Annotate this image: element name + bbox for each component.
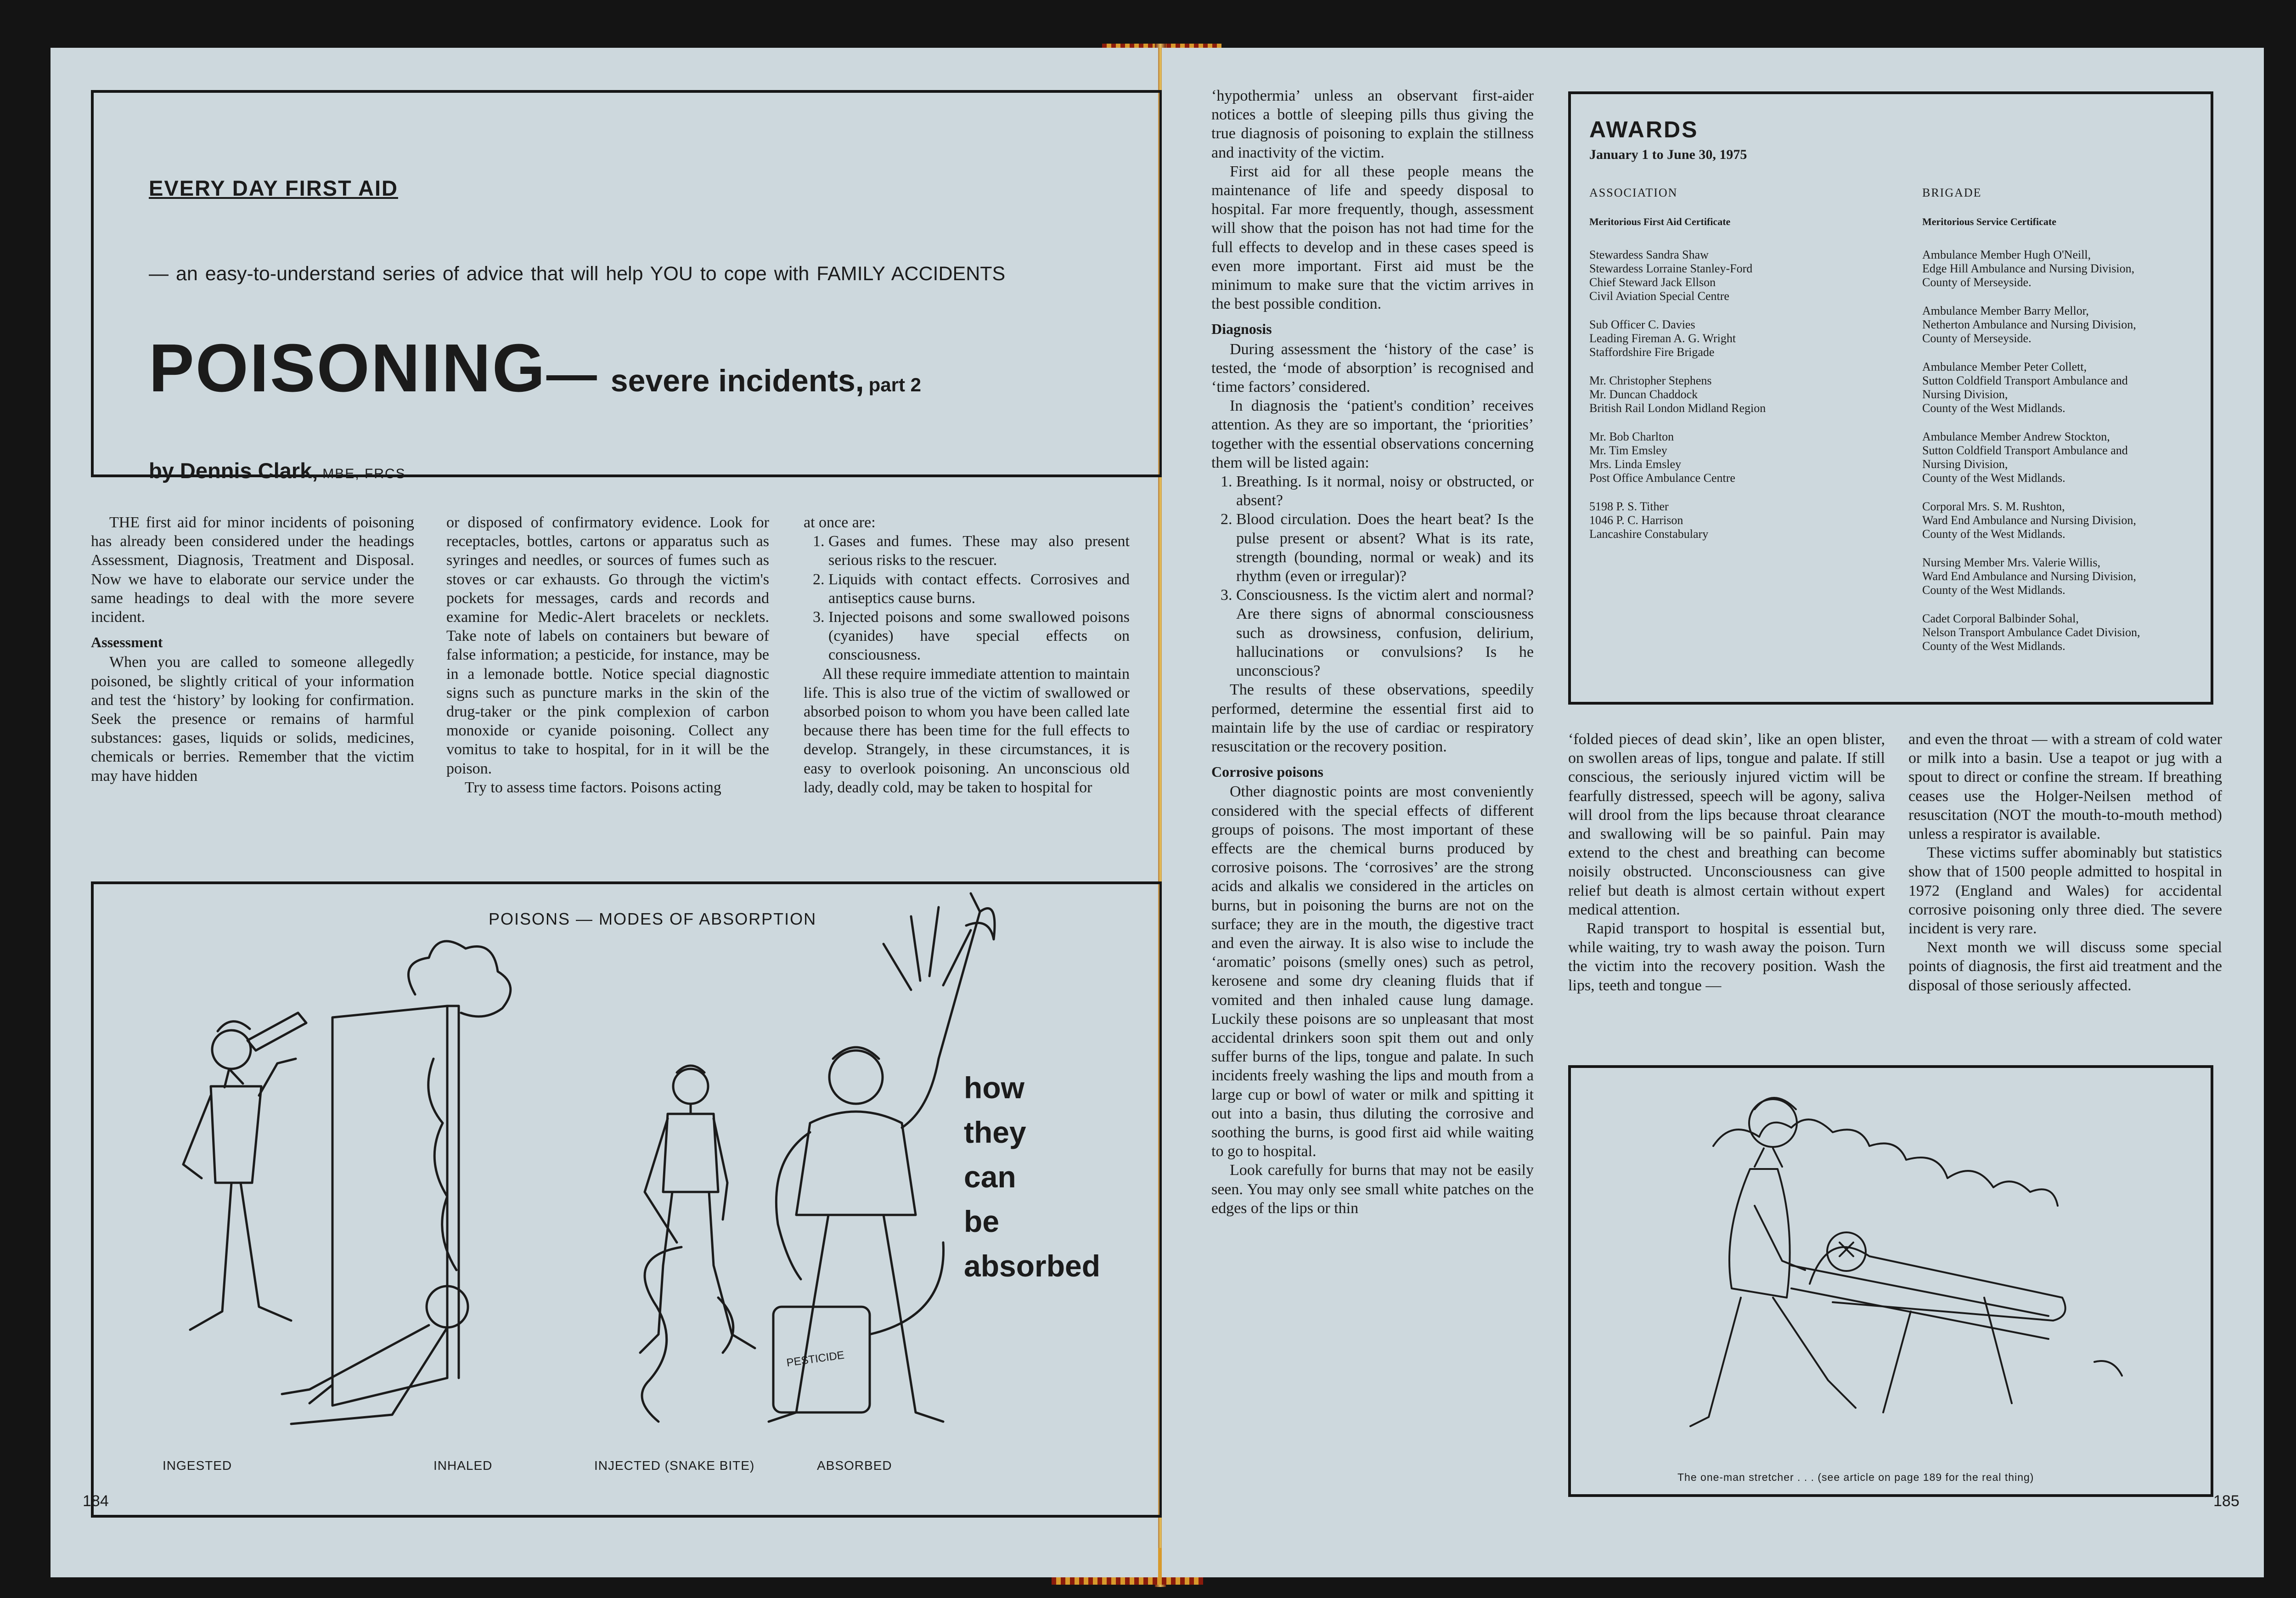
numbered-list — [1211, 472, 1534, 680]
award-line: Stewardess Lorraine Stanley-Ford — [1589, 262, 1753, 275]
label-absorbed: ABSORBED — [817, 1458, 892, 1473]
headline-main: POISONING — [149, 330, 546, 406]
award-recipient-group — [1922, 500, 2207, 541]
paragraph: ‘folded pieces of dead skin’, like an open blister, on swollen areas of lips, tongue and palate. If still conscious, the seriously injured victim will be fearfully distressed, speech will be agony, saliva will drool from the lips because throat clearance and swallowing will be so painful. Pain may extend to the chest and breathing can become noisily obstructed. Unconsciousness can give relief but death is almost certain without expert medical attention. — [1568, 731, 1885, 918]
award-line: County of the West Midlands. — [1922, 401, 2065, 415]
award-line: County of the West Midlands. — [1922, 527, 2065, 541]
award-line: Nursing Member Mrs. Valerie Willis, — [1922, 556, 2100, 569]
right-column-2 — [1568, 730, 1885, 995]
brigade-heading: BRIGADE — [1922, 186, 1982, 199]
stretcher-cartoon — [1568, 1065, 2213, 1497]
section-heading-corrosive: Corrosive poisons — [1211, 763, 1323, 780]
series-title: EVERY DAY FIRST AID — [149, 176, 398, 200]
page-number-right: 185 — [2213, 1492, 2240, 1510]
series-subtitle: — an easy-to-understand series of advice that will help YOU to cope with FAMILY ACCIDENTS — [149, 263, 1006, 285]
association-list — [1589, 248, 1902, 556]
figure-title: POISONS — MODES OF ABSORPTION — [489, 909, 817, 928]
award-line: Sub Officer C. Davies — [1589, 318, 1695, 331]
award-line: Corporal Mrs. S. M. Rushton, — [1922, 500, 2065, 513]
left-column-1 — [91, 513, 414, 785]
award-recipient-group — [1589, 248, 1902, 303]
award-recipient-group — [1922, 360, 2207, 415]
award-line: Netherton Ambulance and Nursing Division, — [1922, 318, 2136, 331]
award-line: County of Merseyside. — [1922, 332, 2032, 345]
award-line: Mr. Duncan Chaddock — [1589, 388, 1698, 401]
section-heading-diagnosis: Diagnosis — [1211, 321, 1272, 338]
award-recipient-group — [1922, 248, 2207, 289]
paragraph: at once are: — [804, 514, 876, 531]
award-line: Mr. Christopher Stephens — [1589, 374, 1712, 387]
headline-dash: — — [546, 346, 597, 402]
paragraph: First aid for all these people means the maintenance of life and speedy disposal to hospital. Far more frequently, though, assessment will show that the poison has not had time for the full effects to develop and in these cases speed is even more important. First aid must be the minimum to make sure that the victim arrives in the best possible condition. — [1211, 163, 1534, 313]
award-recipient-group — [1589, 374, 1902, 415]
numbered-list — [804, 532, 1130, 664]
award-line: County of Merseyside. — [1922, 276, 2032, 289]
award-line: Ambulance Member Andrew Stockton, — [1922, 430, 2110, 443]
awards-box — [1568, 91, 2213, 705]
paragraph: Rapid transport to hospital is essential but, while waiting, try to wash away the poison. Turn the victim into the recovery position. Wash the lips, teeth and tongue — — [1568, 920, 1885, 994]
award-recipient-group — [1589, 430, 1902, 485]
snake-bite-figure — [640, 1066, 755, 1422]
left-column-3 — [804, 513, 1130, 797]
award-line: Cadet Corporal Balbinder Sohal, — [1922, 612, 2079, 625]
award-line: Mrs. Linda Emsley — [1589, 457, 1682, 471]
award-line: Ward End Ambulance and Nursing Division, — [1922, 570, 2136, 583]
award-line: British Rail London Midland Region — [1589, 401, 1766, 415]
award-line: Nursing Division, — [1922, 457, 2008, 471]
side-word: can — [964, 1160, 1016, 1194]
right-page — [1162, 48, 2264, 1577]
award-line: Ambulance Member Barry Mellor, — [1922, 304, 2089, 317]
paragraph: These victims suffer abominably but statistics show that of 1500 people admitted to hospital in 1972 (England and Wales) for accidental corrosive poisoning only three died. The severe incident is very rare. — [1908, 844, 2222, 937]
award-line: Civil Aviation Special Centre — [1589, 289, 1729, 303]
award-recipient-group — [1922, 556, 2207, 597]
headline — [149, 329, 921, 407]
sprayer-figure — [769, 893, 995, 1422]
award-line: Ambulance Member Peter Collett, — [1922, 360, 2087, 373]
side-word: how — [964, 1071, 1024, 1105]
side-word: absorbed — [964, 1249, 1101, 1283]
side-word: they — [964, 1115, 1026, 1149]
brigade-subheading: Meritorious Service Certificate — [1922, 216, 2056, 227]
list-item: 2. Blood circulation. Does the heart beat? Is the pulse present or absent? What is its rate, strength (bounding, normal or weak) and its rhythm (even or irregular)? — [1236, 510, 1534, 586]
label-ingested: INGESTED — [163, 1458, 232, 1473]
list-item: 1. Gases and fumes. These may also present serious risks to the rescuer. — [828, 532, 1130, 570]
paragraph: Look carefully for burns that may not be easily seen. You may only see small white patches on the edges of the lips or thin — [1211, 1162, 1534, 1217]
award-line: County of the West Midlands. — [1922, 639, 2065, 653]
side-word: be — [964, 1204, 1000, 1238]
award-line: Staffordshire Fire Brigade — [1589, 345, 1715, 359]
paragraph: All these require immediate attention to maintain life. This is also true of the victim of swallowed or absorbed poison to whom you have been called late because there has been time for the full effects to develop. Strangely, in these circumstances, it is easy to overlook poisoning. An unconscious old lady, deadly cold, may be taken to hospital for — [804, 665, 1130, 796]
award-line: Mr. Bob Charlton — [1589, 430, 1674, 443]
left-column-2 — [446, 513, 769, 797]
award-line: Edge Hill Ambulance and Nursing Division, — [1922, 262, 2135, 275]
award-line: 5198 P. S. Tither — [1589, 500, 1669, 513]
cartoon-caption: The one-man stretcher . . . (see article on page 189 for the real thing) — [1677, 1471, 2034, 1483]
award-line: Nursing Division, — [1922, 388, 2008, 401]
label-inhaled: INHALED — [433, 1458, 493, 1473]
list-item: 3. Injected poisons and some swallowed poisons (cyanides) have special effects on consciousness. — [828, 608, 1130, 665]
award-line: County of the West Midlands. — [1922, 583, 2065, 597]
section-heading-assessment: Assessment — [91, 634, 163, 651]
paragraph: ‘hypothermia’ unless an observant first-aider notices a bottle of sleeping pills thus giving the true diagnosis of poisoning to explain the stillness and inactivity of the victim. — [1211, 87, 1534, 161]
award-line: Nelson Transport Ambulance Cadet Division, — [1922, 626, 2140, 639]
award-recipient-group — [1922, 612, 2207, 653]
list-item: 2. Liquids with contact effects. Corrosives and antiseptics cause burns. — [828, 570, 1130, 608]
figure-side-text — [964, 1066, 1100, 1288]
award-line: Ward End Ambulance and Nursing Division, — [1922, 514, 2136, 527]
paragraph: During assessment the ‘history of the case’ is tested, the ‘mode of absorption’ is recognised and ‘time factors’ considered. — [1211, 340, 1534, 396]
right-column-1 — [1211, 86, 1534, 1218]
fumes-scene — [282, 941, 511, 1424]
paragraph: The results of these observations, speedily performed, determine the essential first aid to maintain life by the use of cardiac or respiratory resuscitation or the recovery position. — [1211, 681, 1534, 755]
list-item: 3. Consciousness. Is the victim alert and normal? Are there signs of abnormal consciousness such as drowsiness, confusion, delirium, hallucinations or convulsions? Is he unconscious? — [1236, 586, 1534, 680]
absorption-figure — [91, 881, 1162, 1518]
right-column-3 — [1908, 730, 2222, 995]
paragraph: Other diagnostic points are most conveniently considered with the special effects of different groups of poisons. The most important of these effects are the chemical burns produced by corrosive poisons. The ‘corrosives’ are the strong acids and alkalis we considered in the articles on burns, but in poisoning the burns are not on the surface; they are in the mouth, the digestive tract and even the airway. It is also wise to include the ‘aromatic’ poisons (smelly ones) such as petrol, kerosene and some dry cleaning fluids that if vomited and then inhaled cause lung damage. Luckily these poisons are so unpleasant that most accidental drinkers soon spit them out and only suffer burns of the lips, tongue and palate. In such incidents freely washing the lips and mouth from a large cup or bowl of water or milk and spitting it out into a basin, thus diluting the corrosive and soothing the burns, is good first aid while waiting to go to hospital. — [1211, 783, 1534, 1160]
paragraph: THE first aid for minor incidents of poisoning has already been considered under the headings Assessment, Diagnosis, Treatment and Disposal. Now we have to elaborate our service under the same headings to deal with the more severe incident. — [91, 514, 414, 626]
label-injected: INJECTED (SNAKE BITE) — [594, 1458, 755, 1473]
association-heading: ASSOCIATION — [1589, 186, 1678, 199]
association-subheading: Meritorious First Aid Certificate — [1589, 216, 1731, 227]
byline — [149, 458, 406, 483]
list-item: 1. Breathing. Is it normal, noisy or obstructed, or absent? — [1236, 472, 1534, 510]
paragraph: Next month we will discuss some special points of diagnosis, the first aid treatment and the disposal of those seriously affected. — [1908, 939, 2222, 994]
page-number-left: 184 — [83, 1492, 109, 1510]
award-line: Sutton Coldfield Transport Ambulance and — [1922, 374, 2128, 387]
headline-sub: severe incidents, — [610, 363, 864, 398]
award-recipient-group — [1589, 318, 1902, 359]
drinking-figure — [183, 1013, 306, 1330]
award-line: Chief Steward Jack Ellson — [1589, 276, 1716, 289]
award-line: Lancashire Constabulary — [1589, 527, 1709, 541]
byline-credentials: MBE, FRCS — [322, 466, 406, 481]
pesticide-can-label: PESTICIDE — [786, 1349, 845, 1369]
award-recipient-group — [1589, 500, 1902, 541]
article-header-box — [91, 90, 1162, 483]
headline-part: part 2 — [868, 374, 922, 395]
paragraph: or disposed of confirmatory evidence. Look for receptacles, bottles, cartons or apparatus such as syringes and needles, or sources of fumes such as stoves or car exhausts. Go through the victim's pockets for messages, cards and records and examine for Medic-Alert bracelets or necklets. Take note of labels on containers but beware of false information; a pesticide, for instance, may be in a lemonade bottle. Notice special diagnostic signs such as puncture marks in the skin of the drug-taker or the pink complexion of carbon monoxide or cyanide poisoning. Collect any vomitus to take to hospital, for in it will be the poison. — [446, 514, 769, 777]
award-recipient-group — [1922, 430, 2207, 485]
award-recipient-group — [1922, 304, 2207, 345]
paragraph: When you are called to someone allegedly poisoned, be slightly critical of your information and test the ‘history’ by looking for confirmation. Seek the presence or remains of harmful substances: gases, liquids or solids, medicines, chemicals or berries. Remember that the victim may have hidden — [91, 654, 414, 785]
award-line: County of the West Midlands. — [1922, 471, 2065, 485]
left-page — [51, 48, 1158, 1577]
award-line: Post Office Ambulance Centre — [1589, 471, 1735, 485]
award-line: Sutton Coldfield Transport Ambulance and — [1922, 444, 2128, 457]
byline-author: by Dennis Clark, — [149, 458, 318, 483]
paragraph: In diagnosis the ‘patient's condition’ receives attention. As they are so important, the ‘priorities’ together with the essential observations concerning them will be listed again: — [1211, 397, 1534, 471]
award-line: Stewardess Sandra Shaw — [1589, 248, 1709, 261]
paragraph: Try to assess time factors. Poisons acting — [465, 779, 721, 796]
award-line: Leading Fireman A. G. Wright — [1589, 332, 1736, 345]
awards-date-range: January 1 to June 30, 1975 — [1589, 147, 1747, 162]
awards-title: AWARDS — [1589, 117, 1699, 142]
brigade-list — [1922, 248, 2207, 668]
award-line: 1046 P. C. Harrison — [1589, 514, 1683, 527]
award-line: Mr. Tim Emsley — [1589, 444, 1667, 457]
award-line: Ambulance Member Hugh O'Neill, — [1922, 248, 2091, 261]
paragraph: and even the throat — with a stream of cold water or milk into a basin. Use a teapot or jug with a spout to direct or confine the stream. If breathing ceases use the Holger-Neilsen method of resuscitation (NOT the mouth-to-mouth method) unless a respirator is available. — [1908, 731, 2222, 843]
stretcher-cartoon-illustration — [1571, 1068, 2211, 1463]
